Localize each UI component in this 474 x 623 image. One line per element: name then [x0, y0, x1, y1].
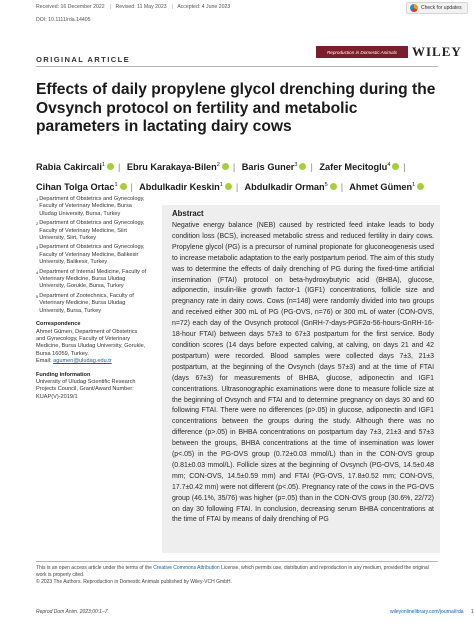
- correspondence-heading: Correspondence: [36, 321, 81, 328]
- page-number: 1: [470, 609, 474, 615]
- author-name[interactable]: Zafer Mecitoglu$^4$: [319, 162, 399, 172]
- article-title: Effects of daily propylene glycol drenching during the Ovsynch protocol on fertility and metabolic parameters in lactating dairy cows: [36, 81, 436, 136]
- orcid-icon[interactable]: [222, 163, 229, 170]
- affiliation: 1 Department of Obstetrics and Gynecology, Faculty of Veterinary Medicine, Bursa Uludag University, Bursa, Turkey: [36, 196, 145, 217]
- journal-citation: Reprod Dom Anim. 2023;00:1–7.: [36, 609, 109, 615]
- license-link[interactable]: Creative Commons Attribution: [153, 565, 220, 571]
- author-name[interactable]: Cihan Tolga Ortac$^1$: [36, 182, 127, 192]
- abstract-box: [162, 205, 440, 553]
- article-dates: Received: 16 December 2022 | Revised: 11 May 2023 | Accepted: 4 June 2023: [36, 4, 231, 10]
- affiliation: 4 Department of Internal Medicine, Faculty of Veterinary Medicine, Bursa Uludag University, Gorukle, Bursa, Turkey: [36, 268, 147, 290]
- orcid-icon[interactable]: [107, 163, 114, 170]
- accepted-date: Accepted: 4 June 2023: [177, 4, 231, 10]
- affiliations-column: [36, 196, 148, 401]
- orcid-icon[interactable]: [392, 163, 399, 170]
- funding-text: University of Uludag Scientific Research Projects Council, Grant/Award Number: KUAP(V)-2019/1: [36, 378, 136, 400]
- doi[interactable]: DOI: 10.1111/rda.14405: [36, 17, 91, 23]
- check-for-updates-button[interactable]: [406, 2, 468, 14]
- affiliation: 3 Department of Obstetrics and Gynecology, Faculty of Veterinary Medicine, Balikesir University, Balikesir, Turkey: [36, 244, 145, 266]
- crossmark-icon: [410, 4, 418, 12]
- orcid-icon[interactable]: [417, 183, 424, 190]
- author-name[interactable]: Abdulkadir Orman$^5$: [244, 182, 336, 192]
- abstract-text: Negative energy balance (NEB) caused by restricted feed intake leads to body condition loss (BCS), increased metabolic stress and reduced fertility in dairy cows. Propylene glycol (PG) is a precursor of ruminal propionate for gluconeogenesis used to increase metabolic adaptation to the early postpartum period. The aim of this study was to determine the effects of daily drenching of PG during the fixed-time artificial insemination (FTAI) protocol on beta-hydroxybutyric acid (BHBA), glucose, adiponectin, insulin-like growth factor-1 (IGF1) concentrations, follicle size and pregnancy rate in dairy cows. Cows (n=148) were randomly divided into two groups and received either 300 mL of PG (PG-OVS, n=76) or 300 mL of water (CON-OVS, n=72) each day of the Ovsynch protocol (GnRH-7-days-PGF2α-56-hours-GnRH-16-18-hour FTAI) between days 57±3 to 67±3 postpartum for the first service. Body condition scores (14 days before expected calving, at calving, on days 21 and 42 postpartum) were recorded. Blood samples were collected days 7±3, 21±3 postpartum, at the beginning of the Ovsynch (days 57±3) and at the time of FTAI (days 67±3) for measurements of BHBA, glucose, adiponectin and IGF1 concentrations. Ultrasonographic examinations were done to measure follicle size at the beginning of Ovsynch and FTAI and to determine pregnancy on days 30 and 60 following FTAI. There were no differences (p>.05) in glucose, adiponectin and IGF1 concentrations between the groups during the study. Although there was no difference (p>.05) in BHBA concentrations on postpartum day 7±3, 21±3 and 57±3 between the groups, BHBA concentrations at the time of insemination was lower (p<.05) in the PG-OVS group (0.72±0.03 mmol/L) than in the CON-OVS group (0.81±0.03 mmol/L). Follicle sizes at the beginning of Ovsynch (PG-OVS, 14.5±0.48 mm; CON-OVS, 14.5±0.59 mm) and FTAI (PG-OVS, 17.8±0.52 mm; CON-OVS, 17.7±0.42 mm) were not different (p<.05). Pregnancy rate of the cows in the PG-OVS group (46.1%, 35/76) was higher (p=.05) than in the CON-OVS group (30.6%, 22/72) on day 30 following FTAI. In conclusion, decreasing serum BHBA concentrations at the time of FTAI by means of daily drenching of PG: [172, 222, 434, 524]
- email-link[interactable]: agumen@uludag.edu.tr: [53, 358, 112, 365]
- correspondence-email-line: Email: agumen@uludag.edu.tr: [36, 358, 112, 365]
- copyright: © 2023 The Authors. Reproduction in Domestic Animals published by Wiley-VCH GmbH.: [36, 579, 232, 586]
- author-name[interactable]: Abdulkadir Keskin$^1$: [139, 182, 232, 192]
- funding-heading: Funding information: [36, 371, 91, 378]
- footer-rule: [36, 561, 438, 562]
- orcid-icon[interactable]: [330, 183, 337, 190]
- revised-date: Revised: 11 May 2023: [115, 4, 167, 10]
- journal-badge: Reproduction in Domestic Animals: [316, 46, 408, 58]
- check-for-updates-label: Check for updates: [421, 5, 462, 11]
- affiliation: 2 Department of Obstetrics and Gynecology, Faculty of Veterinary Medicine, Siirt University, Siirt, Turkey: [36, 220, 145, 242]
- orcid-icon[interactable]: [225, 183, 232, 190]
- publisher-logo: WILEY: [412, 44, 462, 59]
- orcid-icon[interactable]: [120, 183, 127, 190]
- author-name[interactable]: Baris Guner$^3$: [242, 162, 307, 172]
- header-rule: [36, 66, 438, 67]
- article-type: ORIGINAL ARTICLE: [36, 55, 131, 64]
- author-name[interactable]: Ebru Karakaya-Bilen$^2$: [127, 162, 229, 172]
- journal-url-link[interactable]: wileyonlinelibrary.com/journal/rda: [390, 609, 464, 615]
- author-list: Rabia Cakircali$^1$ | Ebru Karakaya-Bilen$^2$ | Baris Guner$^3$ | Zafer Mecitoglu$^4$ | Cihan Tolga Ortac$^1$ | Abdulkadir Keskin$^1$ | Abdulkadir Orman$^5$ | Ahmet Gümen$^1$: [36, 156, 440, 196]
- affiliation: 5 Department of Zootechnics, Faculty of Veterinary Medicine, Bursa Uludag University, Bursa, Turkey: [36, 292, 134, 314]
- license-notice: This is an open access article under the terms of the Creative Commons Attribution License, which permits use, distribution and reproduction in any medium, provided the original work is properly cited. © 2023 The Authors. Reproduction in Domestic Animals published by Wiley-VCH GmbH.: [36, 565, 429, 586]
- footer-right: [390, 609, 474, 615]
- received-date: Received: 16 December 2022: [36, 4, 105, 10]
- correspondence-text: Ahmet Gümen, Department of Obstetrics and Gynecology, Faculty of Veterinary Medicine, Bursa Uludag University, Gorukle, Bursa 16059, Turkey.: [36, 328, 146, 357]
- abstract-heading: Abstract: [172, 209, 204, 218]
- orcid-icon[interactable]: [299, 163, 306, 170]
- author-name[interactable]: Rabia Cakircali$^1$: [36, 162, 114, 172]
- author-name[interactable]: Ahmet Gümen$^1$: [349, 182, 424, 192]
